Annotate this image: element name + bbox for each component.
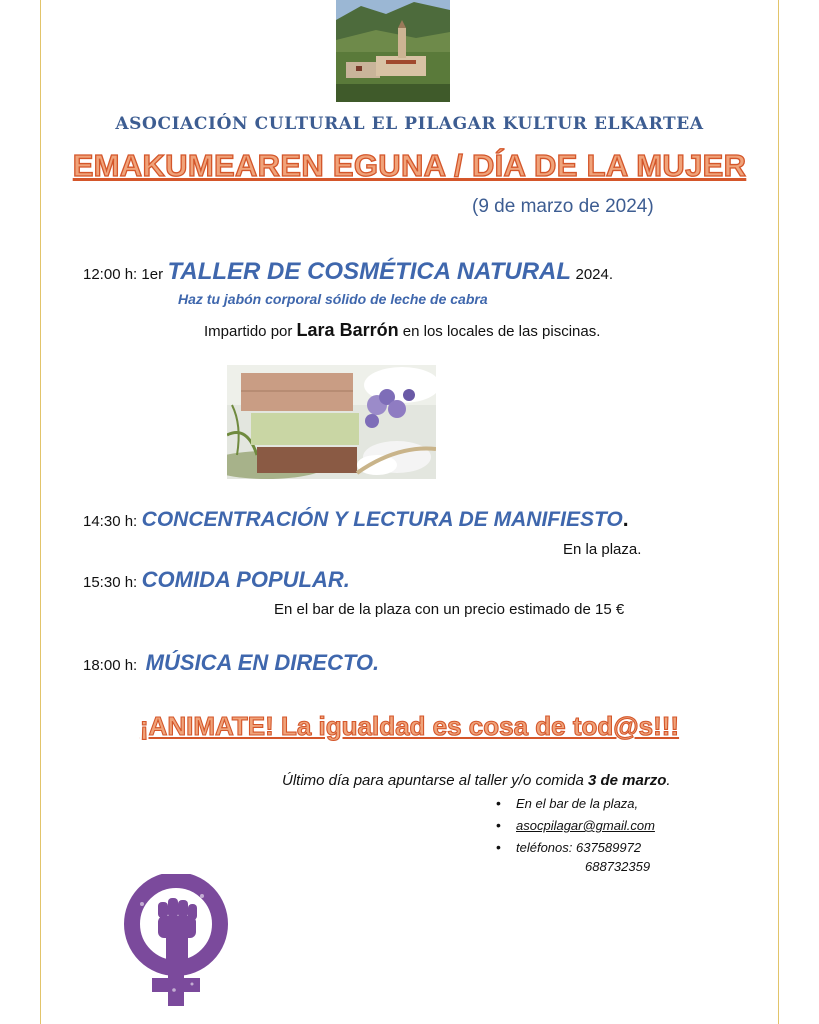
deadline-text: Último día para apuntarse al taller y/o comida (282, 772, 584, 789)
village-photo (336, 0, 450, 102)
taller-instructor-line (204, 320, 600, 341)
comida-note: En el bar de la plaza con un precio estimado de 15 € (274, 601, 625, 618)
contact-bar: • En el bar de la plaza, (496, 796, 655, 818)
association-name: ASOCIACIÓN CULTURAL EL PILAGAR KULTUR ELKARTEA (115, 114, 704, 134)
taller-subtitle: Haz tu jabón corporal sólido de leche de cabra (178, 291, 488, 307)
contact-phone-2: 688732359 (585, 859, 651, 874)
soap-photo (227, 365, 436, 479)
registration-deadline (282, 772, 671, 789)
concentracion-dot: . (622, 508, 629, 531)
comida-line (83, 567, 350, 593)
comida-time: 15:30 h: (83, 574, 138, 591)
taller-line (83, 258, 613, 286)
contact-email[interactable]: • asocpilagar@gmail.com (496, 818, 655, 840)
taller-name: TALLER DE COSMÉTICA NATURAL (167, 258, 572, 285)
contact-list (496, 796, 655, 862)
concentracion-time: 14:30 h: (83, 513, 138, 530)
musica-time: 18:00 h: (83, 657, 138, 674)
concentracion-note: En la plaza. (563, 541, 642, 558)
musica-line (83, 650, 379, 676)
musica-name: MÚSICA EN DIRECTO. (145, 650, 380, 675)
deadline-date: 3 de marzo (588, 772, 667, 789)
page-title: EMAKUMEAREN EGUNA / DÍA DE LA MUJER (72, 148, 747, 183)
instructor-prefix: Impartido por (204, 323, 293, 340)
concentracion-name: CONCENTRACIÓN Y LECTURA DE MANIFIESTO (141, 508, 623, 531)
event-date: (9 de marzo de 2024) (472, 196, 654, 217)
slogan: ¡ANIMATE! La igualdad es cosa de tod@s!!! (139, 711, 680, 741)
instructor-suffix: en los locales de las piscinas. (402, 323, 601, 340)
contact-phones: • teléfonos: 637589972 (496, 840, 655, 862)
concentracion-line (83, 508, 629, 532)
taller-year: 2024. (575, 266, 614, 283)
deadline-end: . (666, 772, 671, 789)
comida-name: COMIDA POPULAR. (141, 567, 350, 592)
feminist-fist-icon (118, 874, 238, 1008)
taller-time: 12:00 h: 1er (83, 266, 164, 283)
instructor-name: Lara Barrón (296, 320, 399, 340)
